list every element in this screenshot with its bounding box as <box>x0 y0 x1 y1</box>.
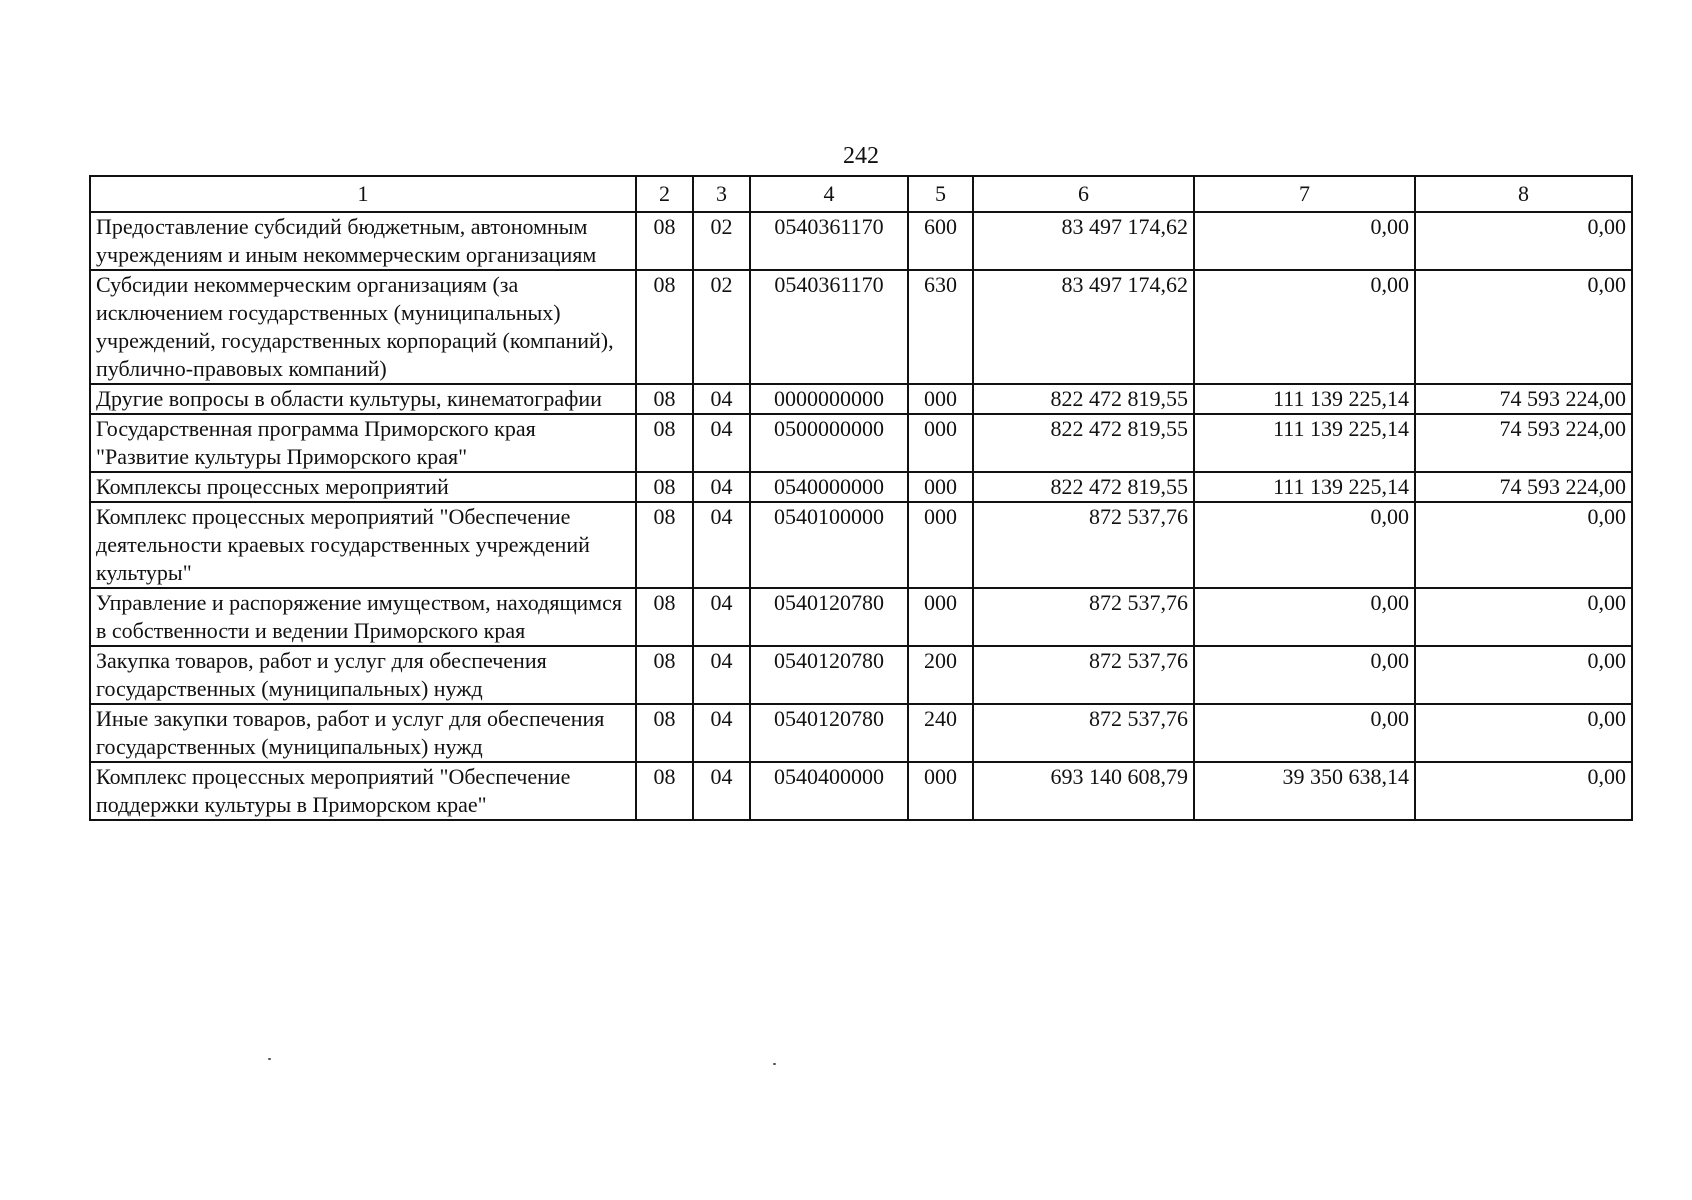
target-article-code: 0540120780 <box>750 704 908 762</box>
row-name: Субсидии некоммерческим организациям (за исключением государственных (муниципальных) учреждений, государственных корпораций (компаний), публично-правовых компаний) <box>90 270 636 384</box>
expense-type-code: 600 <box>908 212 973 270</box>
row-name: Комплексы процессных мероприятий <box>90 472 636 502</box>
table-row <box>90 384 1632 414</box>
subsection-code: 02 <box>693 212 750 270</box>
target-article-code: 0500000000 <box>750 414 908 472</box>
expense-type-code: 630 <box>908 270 973 384</box>
column-header-8: 8 <box>1415 176 1632 212</box>
expense-type-code: 000 <box>908 502 973 588</box>
row-name: Государственная программа Приморского края "Развитие культуры Приморского края" <box>90 414 636 472</box>
amount-col-7: 39 350 638,14 <box>1194 762 1415 820</box>
row-name: Комплекс процессных мероприятий "Обеспечение поддержки культуры в Приморском крае" <box>90 762 636 820</box>
subsection-code: 04 <box>693 472 750 502</box>
subsection-code: 04 <box>693 502 750 588</box>
amount-col-6: 872 537,76 <box>973 646 1194 704</box>
amount-col-6: 822 472 819,55 <box>973 472 1194 502</box>
row-name: Предоставление субсидий бюджетным, автономным учреждениям и иным некоммерческим организациям <box>90 212 636 270</box>
row-name: Иные закупки товаров, работ и услуг для обеспечения государственных (муниципальных) нужд <box>90 704 636 762</box>
table-row <box>90 588 1632 646</box>
amount-col-7: 0,00 <box>1194 646 1415 704</box>
subsection-code: 04 <box>693 414 750 472</box>
expense-type-code: 000 <box>908 384 973 414</box>
amount-col-6: 693 140 608,79 <box>973 762 1194 820</box>
table-row <box>90 212 1632 270</box>
target-article-code: 0540100000 <box>750 502 908 588</box>
expense-type-code: 240 <box>908 704 973 762</box>
row-name: Комплекс процессных мероприятий "Обеспечение деятельности краевых государственных учреждений культуры" <box>90 502 636 588</box>
amount-col-6: 822 472 819,55 <box>973 384 1194 414</box>
amount-col-6: 83 497 174,62 <box>973 270 1194 384</box>
column-header-4: 4 <box>750 176 908 212</box>
section-code: 08 <box>636 502 693 588</box>
section-code: 08 <box>636 384 693 414</box>
column-header-3: 3 <box>693 176 750 212</box>
amount-col-8: 0,00 <box>1415 762 1632 820</box>
subsection-code: 02 <box>693 270 750 384</box>
expense-type-code: 200 <box>908 646 973 704</box>
section-code: 08 <box>636 704 693 762</box>
table-row <box>90 762 1632 820</box>
target-article-code: 0000000000 <box>750 384 908 414</box>
column-header-1: 1 <box>90 176 636 212</box>
amount-col-8: 0,00 <box>1415 212 1632 270</box>
amount-col-7: 111 139 225,14 <box>1194 384 1415 414</box>
row-name: Закупка товаров, работ и услуг для обеспечения государственных (муниципальных) нужд <box>90 646 636 704</box>
row-name: Управление и распоряжение имуществом, находящимся в собственности и ведении Приморского края <box>90 588 636 646</box>
table-row <box>90 502 1632 588</box>
scan-speck <box>268 1058 271 1060</box>
budget-table <box>89 175 1633 821</box>
scan-speck <box>773 1063 776 1065</box>
column-header-6: 6 <box>973 176 1194 212</box>
column-header-2: 2 <box>636 176 693 212</box>
amount-col-7: 0,00 <box>1194 270 1415 384</box>
section-code: 08 <box>636 472 693 502</box>
section-code: 08 <box>636 762 693 820</box>
amount-col-8: 74 593 224,00 <box>1415 472 1632 502</box>
section-code: 08 <box>636 414 693 472</box>
table-row <box>90 472 1632 502</box>
expense-type-code: 000 <box>908 762 973 820</box>
amount-col-8: 0,00 <box>1415 588 1632 646</box>
target-article-code: 0540361170 <box>750 212 908 270</box>
section-code: 08 <box>636 588 693 646</box>
table-row <box>90 646 1632 704</box>
amount-col-7: 111 139 225,14 <box>1194 472 1415 502</box>
target-article-code: 0540120780 <box>750 646 908 704</box>
amount-col-8: 0,00 <box>1415 270 1632 384</box>
amount-col-6: 872 537,76 <box>973 704 1194 762</box>
section-code: 08 <box>636 270 693 384</box>
page-number: 242 <box>843 143 879 169</box>
amount-col-8: 74 593 224,00 <box>1415 414 1632 472</box>
amount-col-8: 74 593 224,00 <box>1415 384 1632 414</box>
target-article-code: 0540000000 <box>750 472 908 502</box>
section-code: 08 <box>636 212 693 270</box>
amount-col-7: 111 139 225,14 <box>1194 414 1415 472</box>
amount-col-8: 0,00 <box>1415 704 1632 762</box>
subsection-code: 04 <box>693 646 750 704</box>
subsection-code: 04 <box>693 704 750 762</box>
amount-col-6: 872 537,76 <box>973 588 1194 646</box>
target-article-code: 0540120780 <box>750 588 908 646</box>
table-header-row <box>90 176 1632 212</box>
expense-type-code: 000 <box>908 588 973 646</box>
table-row <box>90 704 1632 762</box>
amount-col-7: 0,00 <box>1194 212 1415 270</box>
column-header-5: 5 <box>908 176 973 212</box>
section-code: 08 <box>636 646 693 704</box>
amount-col-7: 0,00 <box>1194 588 1415 646</box>
row-name: Другие вопросы в области культуры, кинематографии <box>90 384 636 414</box>
table-row <box>90 414 1632 472</box>
target-article-code: 0540400000 <box>750 762 908 820</box>
target-article-code: 0540361170 <box>750 270 908 384</box>
expense-type-code: 000 <box>908 414 973 472</box>
amount-col-6: 83 497 174,62 <box>973 212 1194 270</box>
amount-col-6: 872 537,76 <box>973 502 1194 588</box>
amount-col-8: 0,00 <box>1415 646 1632 704</box>
amount-col-8: 0,00 <box>1415 502 1632 588</box>
subsection-code: 04 <box>693 384 750 414</box>
expense-type-code: 000 <box>908 472 973 502</box>
subsection-code: 04 <box>693 762 750 820</box>
table-row <box>90 270 1632 384</box>
amount-col-7: 0,00 <box>1194 502 1415 588</box>
subsection-code: 04 <box>693 588 750 646</box>
amount-col-7: 0,00 <box>1194 704 1415 762</box>
column-header-7: 7 <box>1194 176 1415 212</box>
amount-col-6: 822 472 819,55 <box>973 414 1194 472</box>
